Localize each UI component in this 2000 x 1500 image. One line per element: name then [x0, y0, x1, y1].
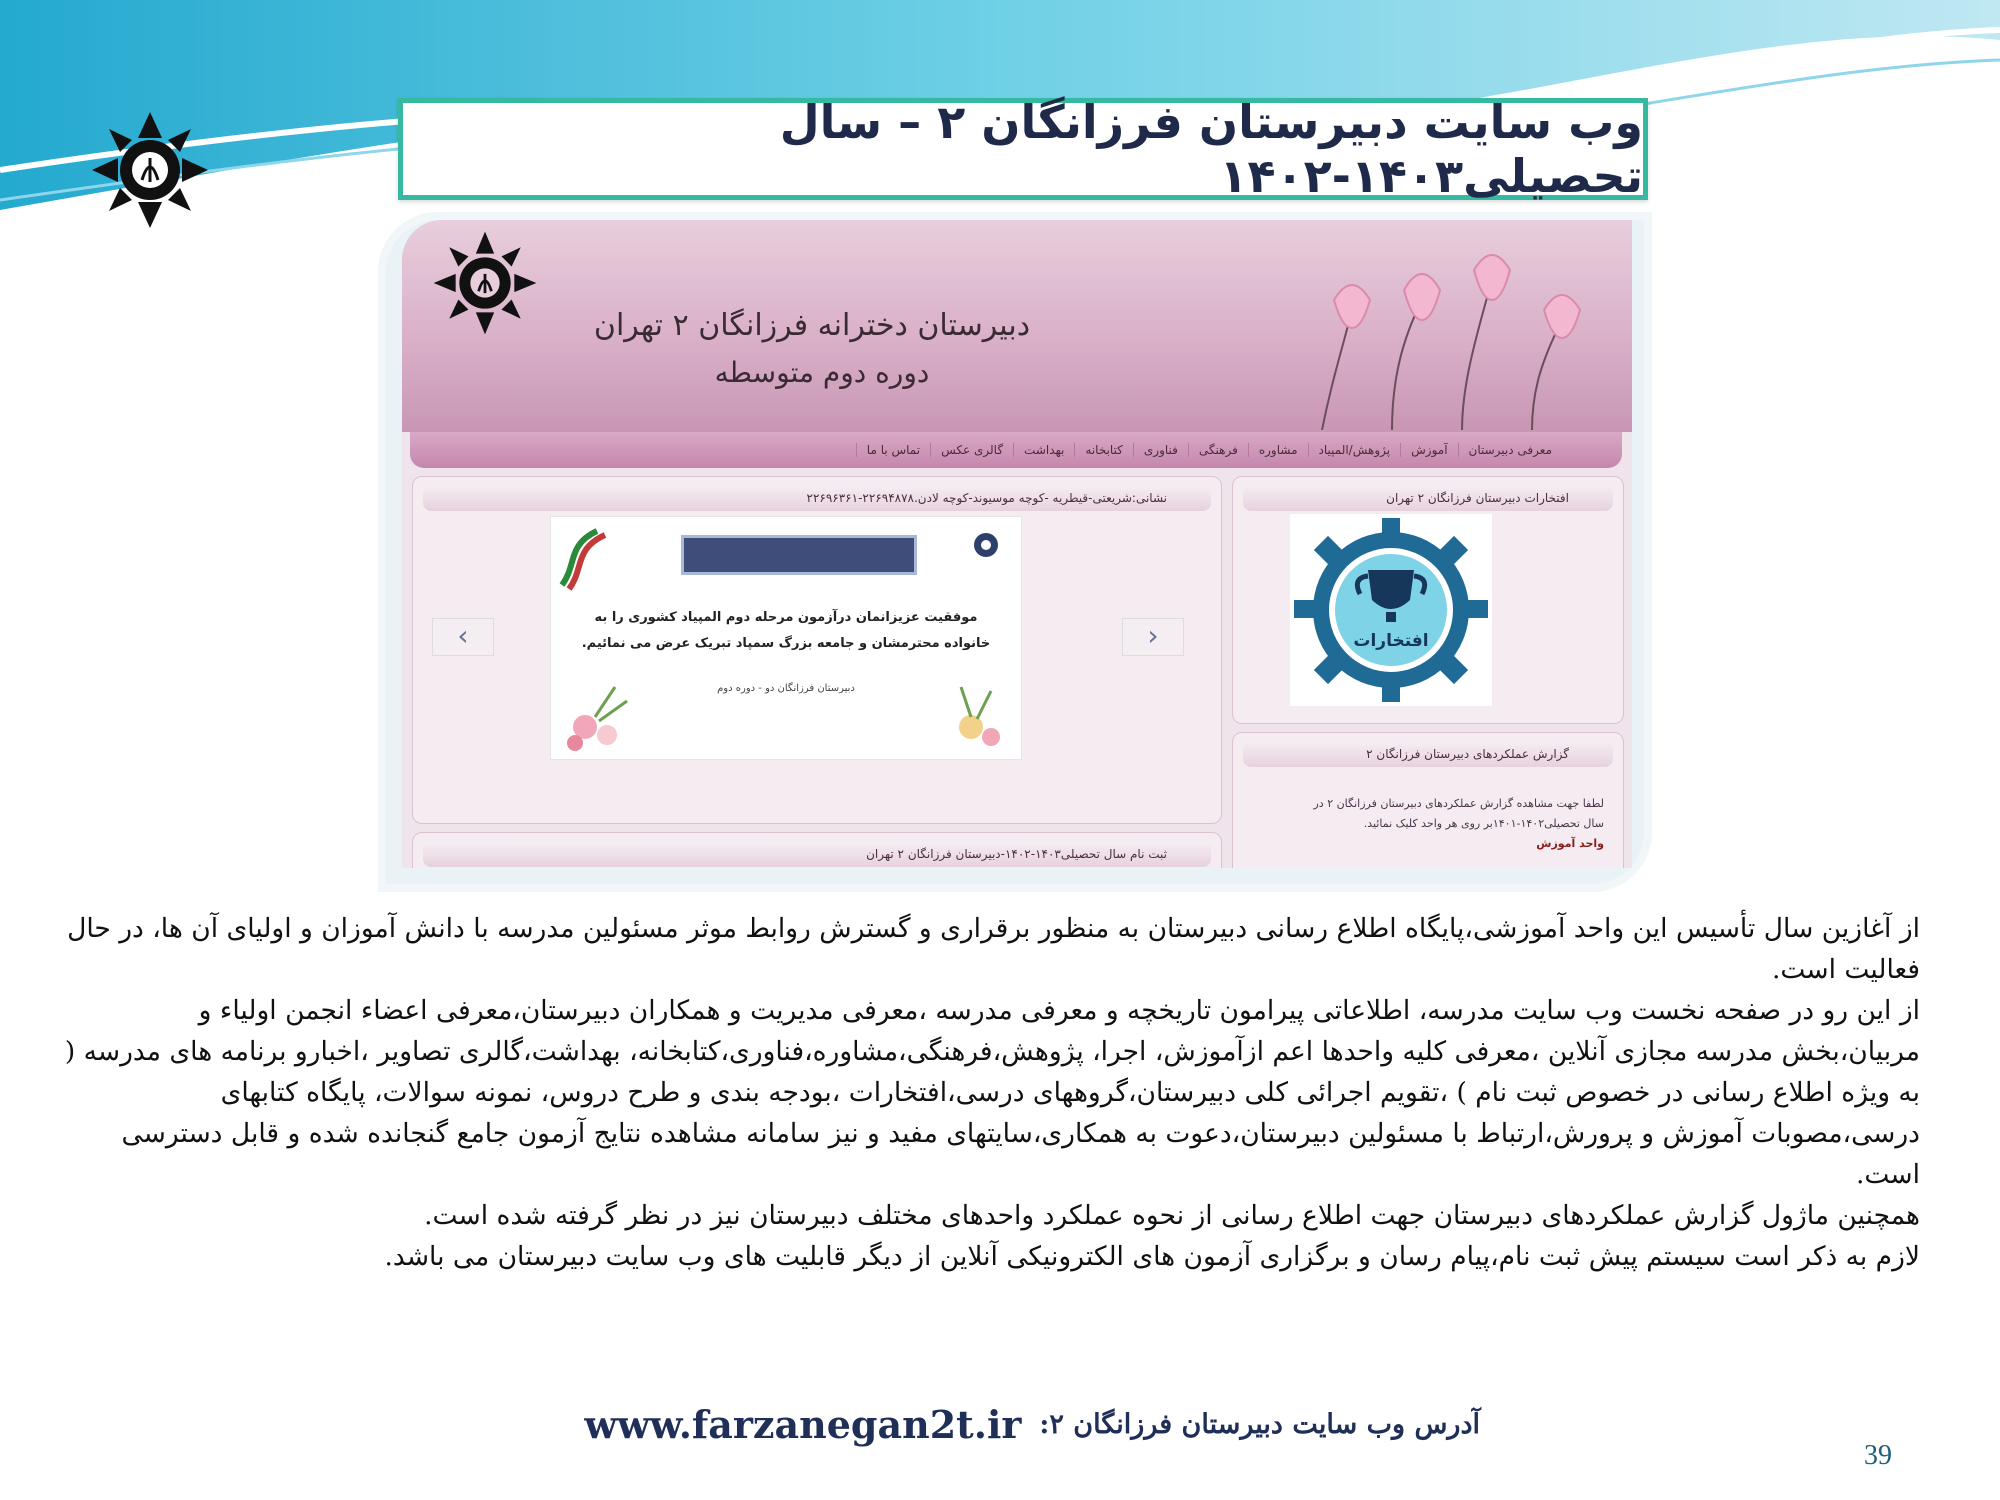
address-url[interactable]: www.farzanegan2t.ir [584, 1401, 1022, 1447]
slider-prev-arrow[interactable]: ‹ [432, 618, 494, 656]
menu-item-technology[interactable]: فناوری [1133, 443, 1188, 457]
slide-emblem-icon [961, 525, 1011, 575]
menu-item-education[interactable]: آموزش [1400, 443, 1457, 457]
flower-bouquet-right-icon [931, 677, 1021, 757]
body-paragraph: همچنین ماژول گزارش عملکردهای دبیرستان جهت اطلاع رسانی از نحوه عملکرد واحدهای مختلف دبیرستان نیز در نظر گرفته شده است. [424, 1200, 1920, 1231]
slider-next-arrow[interactable]: › [1122, 618, 1184, 656]
slide-title: وب سایت دبیرستان فرزانگان ۲ – سال تحصیلی۱۴۰۳-۱۴۰۲ [779, 95, 1643, 203]
menu-item-intro[interactable]: معرفی دبیرستان [1458, 443, 1562, 457]
menu-item-library[interactable]: کتابخانه [1074, 443, 1133, 457]
flag-ribbon-icon [557, 525, 617, 595]
address-line: نشانی:شریعتی-قیطریه -کوچه موسیوند-کوچه لادن.۲۲۶۹۴۸۷۸-۲۲۶۹۶۳۶۱ [423, 485, 1211, 511]
registration-panel [412, 832, 1222, 868]
body-paragraph: از این رو در صفحه نخست وب سایت مدرسه، اطلاعاتی پیرامون تاریخچه و معرفی مدرسه ،معرفی مدیریت و همکاران دبیرستان،معرفی اعضاء انجمن اولیاء و مربیان،بخش مدرسه مجازی آنلاین ،معرفی کلیه واحدها اعم ازآموزش، اجرا، پژوهش،فرهنگی،مشاوره،فناوری،کتابخانه، بهداشت،گالری تصاویر ،اخبارو برنامه های مدرسه ( به ویژه اطلاع رسانی در خصوص ثبت نام ) ،تقویم اجرائی کلی دبیرستان،گروههای درسی،افتخارات ،بودجه بندی و طرح دروس، نمونه سوالات، پایگاه کتابهای درسی،مصوبات آموزش و پرورش،ارتباط با مسئولین دبیرستان،دعوت به همکاری،سایتهای مفید و نیز سامانه مشاهده نتایج آزمون جامع گنجانده شده و قابل دسترسی است. [64, 995, 1920, 1190]
report-description [1304, 794, 1604, 854]
slide-title-box [398, 95, 1648, 203]
website-screenshot [402, 220, 1632, 868]
news-slide[interactable] [550, 516, 1022, 760]
honors-panel-title: افتخارات دبیرستان فرزانگان ۲ تهران [1243, 485, 1613, 511]
menu-item-health[interactable]: بهداشت [1013, 443, 1074, 457]
website-address [520, 1402, 1480, 1446]
report-panel-title: گزارش عملکردهای دبیرستان فرزانگان ۲ [1243, 741, 1613, 767]
body-text [60, 908, 1920, 1277]
banner-emblem-icon [430, 228, 540, 338]
menu-item-contact[interactable]: تماس با ما [856, 443, 930, 457]
trophy-gear-icon [1290, 514, 1492, 706]
website-menu-bar [410, 432, 1622, 468]
honors-badge[interactable] [1290, 514, 1492, 706]
menu-item-research[interactable]: پژوهش/المپیاد [1308, 443, 1401, 457]
body-paragraph: از آغازین سال تأسیس این واحد آموزشی،پایگاه اطلاع رسانی دبیرستان به منظور برقراری و گسترش روابط موثر مسئولین مدرسه با دانش آموزان و اولیای آن ها، در حال فعالیت است. [67, 913, 1920, 985]
website-banner [402, 220, 1632, 432]
tulip-flowers-icon [1262, 240, 1622, 430]
body-paragraph: لازم به ذکر است سیستم پیش ثبت نام،پیام رسان و برگزاری آزمون های الکترونیکی آنلاین از دیگر قابلیت های وب سایت دبیرستان می باشد. [384, 1241, 1920, 1272]
honors-badge-label: افتخارات [1353, 631, 1429, 651]
menu-item-counseling[interactable]: مشاوره [1248, 443, 1308, 457]
report-unit-link[interactable]: واحد آموزش [1536, 837, 1604, 850]
menu-item-gallery[interactable]: گالری عکس [930, 443, 1013, 457]
slide-signature: دبیرستان فرزانگان دو - دوره دوم [717, 683, 855, 694]
registration-line[interactable]: ثبت نام سال تحصیلی۱۴۰۳-۱۴۰۲-دبیرستان فرزانگان ۲ تهران [423, 841, 1211, 867]
flower-bouquet-left-icon [555, 677, 645, 757]
report-text: لطفا جهت مشاهده گزارش عملکردهای دبیرستان فرزانگان ۲ در سال تحصیلی۱۴۰۲-۱۴۰۱بر روی هر واحد کلیک نمائید. [1313, 797, 1604, 830]
banner-subtitle: دوره دوم متوسطه [714, 356, 930, 389]
slide-congrats-text: موفقیت عزیزانمان درآزمون مرحله دوم المپیاد کشوری را به خانواده محترمشان و جامعه بزرگ سمپاد تبریک عرض می نمائیم. [581, 610, 991, 651]
address-label: آدرس وب سایت دبیرستان فرزانگان ۲: [1039, 1408, 1480, 1440]
page-number: 39 [1864, 1440, 1892, 1471]
school-emblem-icon [90, 110, 210, 230]
banner-title: دبیرستان دخترانه فرزانگان ۲ تهران [593, 308, 1031, 343]
menu-item-culture[interactable]: فرهنگی [1188, 443, 1248, 457]
slide-header-image [681, 535, 917, 575]
